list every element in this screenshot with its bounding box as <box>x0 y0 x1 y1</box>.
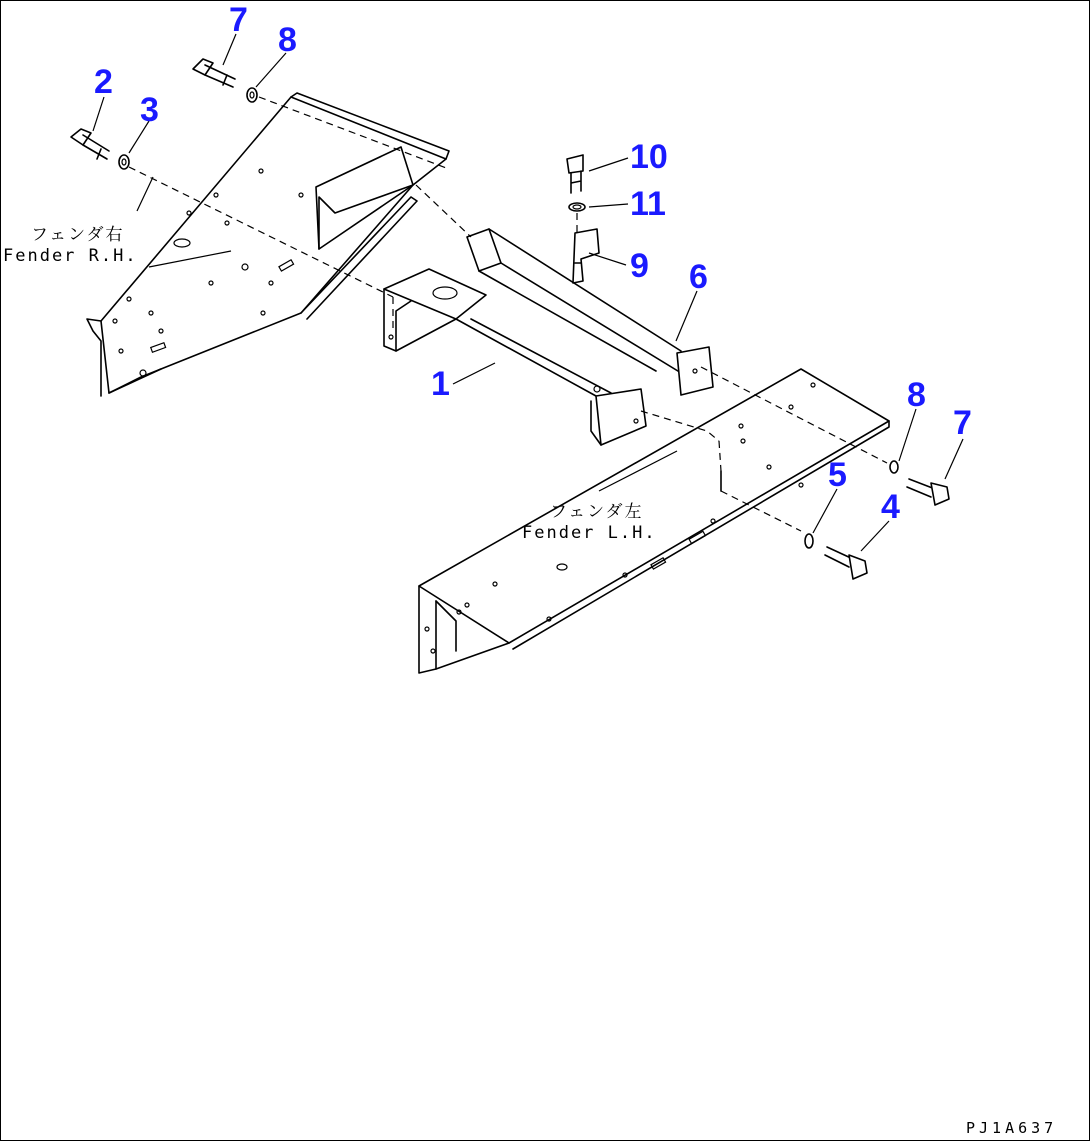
washer-part-11 <box>569 203 585 211</box>
callout-11: 11 <box>630 185 666 223</box>
callout-4: 4 <box>881 488 900 526</box>
callout-9: 9 <box>630 247 649 285</box>
exploded-view-drawing <box>1 1 1090 1141</box>
callout-3: 3 <box>140 91 159 129</box>
callout-7-upper: 7 <box>229 1 248 39</box>
bolt-part-7-lower <box>907 479 949 505</box>
bolt-part-4 <box>825 547 867 579</box>
callout-1: 1 <box>431 365 450 403</box>
callout-8-lower: 8 <box>907 376 926 414</box>
bolt-part-2 <box>71 129 109 159</box>
callout-7-lower: 7 <box>953 404 972 442</box>
washer-part-8-lower <box>890 461 898 473</box>
callout-2: 2 <box>94 63 113 101</box>
callout-6: 6 <box>689 258 708 296</box>
washer-part-5 <box>805 534 813 548</box>
fender-rh-label-jp: フェンダ右 <box>31 225 125 245</box>
bolt-part-7-upper <box>193 59 235 87</box>
callout-10: 10 <box>630 138 668 176</box>
callout-8-upper: 8 <box>278 21 297 59</box>
washer-part-8-upper <box>247 88 257 102</box>
fender-rh-label-en: Fender R.H. <box>3 246 138 266</box>
bracket-part-9 <box>573 229 599 283</box>
drawing-code: PJ1A637 <box>966 1119 1058 1137</box>
crossmember-part-1 <box>384 269 646 445</box>
washer-part-3 <box>119 155 129 169</box>
fender-lh-label-jp: フェンダ左 <box>550 502 644 522</box>
fender-lh-label-en: Fender L.H. <box>522 523 657 543</box>
bolt-part-10 <box>567 155 583 193</box>
callout-5: 5 <box>828 456 847 494</box>
